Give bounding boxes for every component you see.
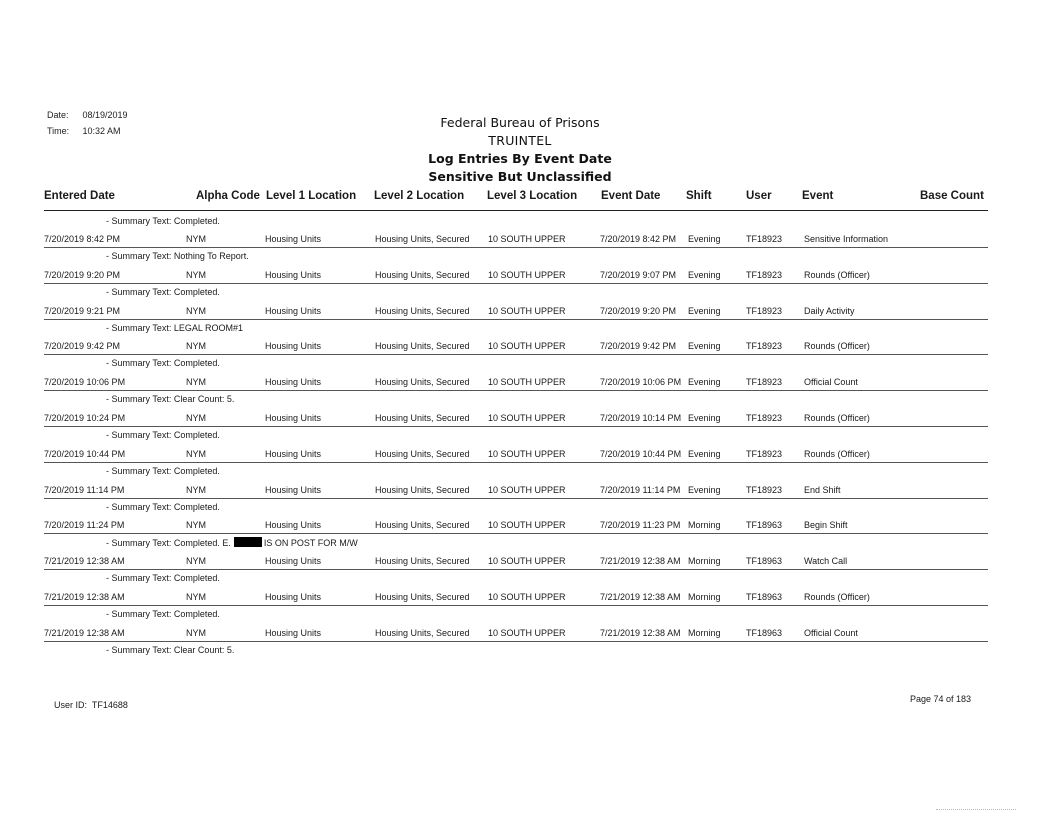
level1-cell: Housing Units — [265, 269, 322, 280]
event-date-cell: 7/20/2019 11:23 PM — [600, 520, 681, 531]
table-row — [44, 229, 988, 248]
table-row — [44, 408, 988, 427]
table-row — [44, 623, 988, 642]
event-date-cell: 7/21/2019 12:38 AM — [600, 556, 681, 567]
summary-text — [106, 466, 220, 476]
scan-mark — [936, 809, 1016, 810]
level1-cell: Housing Units — [265, 413, 322, 423]
entered-date-cell: 7/21/2019 12:38 AM — [44, 556, 125, 567]
user-cell: TF18923 — [746, 377, 783, 388]
summary-text-main: - Summary Text: Completed. — [106, 465, 220, 476]
user-cell: TF18923 — [746, 341, 783, 352]
event-cell: Rounds (Officer) — [804, 341, 870, 352]
agency-title: Federal Bureau of Prisons — [440, 115, 600, 130]
summary-text-main: - Summary Text: Completed. — [106, 501, 220, 512]
event-date-cell: 7/20/2019 9:07 PM — [600, 269, 677, 280]
level3-cell: 10 SOUTH UPPER — [488, 627, 566, 638]
alpha-code-cell: NYM — [186, 627, 206, 638]
table-row — [44, 301, 988, 320]
summary-text — [106, 609, 220, 619]
user-cell: TF18963 — [746, 592, 783, 602]
shift-cell: Evening — [688, 377, 721, 388]
entered-date-cell: 7/20/2019 9:42 PM — [44, 341, 121, 352]
entered-date-cell: 7/21/2019 12:38 AM — [44, 592, 125, 602]
col-base-count: Base Count — [920, 190, 984, 202]
shift-cell: Evening — [688, 448, 721, 459]
level2-cell: Housing Units, Secured — [375, 627, 470, 638]
redaction-block — [234, 537, 262, 547]
level3-cell: 10 SOUTH UPPER — [488, 448, 566, 459]
col-user: User — [746, 190, 772, 202]
col-shift: Shift — [686, 190, 712, 202]
level2-cell: Housing Units, Secured — [375, 448, 470, 459]
alpha-code-cell: NYM — [186, 484, 206, 495]
alpha-code-cell: NYM — [186, 269, 206, 280]
level1-cell: Housing Units — [265, 341, 322, 352]
level1-cell: Housing Units — [265, 234, 322, 244]
entered-date-cell: 7/20/2019 10:44 PM — [44, 448, 126, 459]
user-cell: TF18923 — [746, 448, 783, 459]
summary-text — [106, 502, 220, 512]
event-date-cell: 7/20/2019 9:42 PM — [600, 341, 677, 352]
summary-text — [106, 287, 220, 297]
level1-cell: Housing Units — [265, 627, 322, 638]
alpha-code-cell: NYM — [186, 234, 206, 244]
system-title: TRUINTEL — [488, 133, 552, 148]
col-alpha-code: Alpha Code — [196, 190, 260, 202]
event-cell: Sensitive Information — [804, 234, 889, 244]
level1-cell: Housing Units — [265, 305, 322, 316]
entered-date-cell: 7/20/2019 8:42 PM — [44, 234, 121, 244]
col-level2-location: Level 2 Location — [374, 190, 465, 202]
event-cell: Rounds (Officer) — [804, 592, 870, 602]
level2-cell: Housing Units, Secured — [375, 556, 470, 567]
shift-cell: Morning — [688, 592, 721, 602]
report-title: Log Entries By Event Date — [428, 151, 612, 166]
shift-cell: Morning — [688, 520, 721, 531]
level1-cell: Housing Units — [265, 556, 322, 567]
event-date-cell: 7/21/2019 12:38 AM — [600, 627, 681, 638]
summary-text-main: - Summary Text: Clear Count: 5. — [106, 644, 235, 655]
event-cell: Begin Shift — [804, 520, 848, 531]
shift-cell: Evening — [688, 341, 721, 352]
user-cell: TF18963 — [746, 556, 783, 567]
alpha-code-cell: NYM — [186, 305, 206, 316]
shift-cell: Evening — [688, 234, 721, 244]
user-cell: TF18923 — [746, 269, 783, 280]
event-date-cell: 7/20/2019 11:14 PM — [600, 484, 681, 495]
entered-date-cell: 7/20/2019 10:24 PM — [44, 413, 126, 423]
entered-date-cell: 7/20/2019 9:20 PM — [44, 269, 121, 280]
summary-text — [106, 251, 249, 261]
event-cell: Rounds (Officer) — [804, 269, 870, 280]
level3-cell: 10 SOUTH UPPER — [488, 269, 566, 280]
user-cell: TF18923 — [746, 484, 783, 495]
level3-cell: 10 SOUTH UPPER — [488, 305, 566, 316]
summary-text-main: - Summary Text: Completed. — [106, 573, 220, 584]
table-row — [44, 336, 988, 355]
summary-text-main: - Summary Text: Completed. E. — [106, 538, 231, 549]
col-level1-location: Level 1 Location — [266, 190, 357, 202]
level2-cell: Housing Units, Secured — [375, 341, 470, 352]
date-value: 08/19/2019 — [82, 110, 128, 120]
event-cell: Watch Call — [804, 556, 848, 567]
event-date-cell: 7/20/2019 10:06 PM — [600, 377, 682, 388]
summary-text — [106, 323, 243, 333]
level1-cell: Housing Units — [265, 520, 322, 531]
level3-cell: 10 SOUTH UPPER — [488, 413, 566, 423]
level2-cell: Housing Units, Secured — [375, 520, 470, 531]
shift-cell: Morning — [688, 556, 721, 567]
event-cell: End Shift — [804, 484, 841, 495]
entered-date-cell: 7/21/2019 12:38 AM — [44, 627, 125, 638]
level2-cell: Housing Units, Secured — [375, 234, 470, 244]
summary-text-main: - Summary Text: Completed. — [106, 430, 220, 440]
entered-date-cell: 7/20/2019 9:21 PM — [44, 305, 121, 316]
level1-cell: Housing Units — [265, 484, 322, 495]
report-time — [47, 126, 121, 136]
time-value: 10:32 AM — [82, 126, 121, 136]
user-cell: TF18963 — [746, 520, 783, 531]
level3-cell: 10 SOUTH UPPER — [488, 484, 566, 495]
footer-user-id — [54, 700, 128, 710]
level3-cell: 10 SOUTH UPPER — [488, 556, 566, 567]
shift-cell: Evening — [688, 305, 721, 316]
summary-text: - Summary Text: Completed. — [106, 216, 220, 226]
page-number: Page 74 of 183 — [909, 694, 971, 704]
level3-cell: 10 SOUTH UPPER — [488, 592, 566, 602]
summary-text-main: - Summary Text: Nothing To Report. — [106, 251, 249, 261]
alpha-code-cell: NYM — [186, 520, 206, 531]
table-row — [44, 551, 988, 570]
level2-cell: Housing Units, Secured — [375, 413, 470, 423]
shift-cell: Evening — [688, 484, 721, 495]
alpha-code-cell: NYM — [186, 448, 206, 459]
shift-cell: Evening — [688, 413, 721, 423]
shift-cell: Morning — [688, 627, 721, 638]
summary-text — [106, 394, 234, 404]
table-row — [44, 480, 988, 499]
table-row — [44, 587, 988, 606]
event-cell: Rounds (Officer) — [804, 413, 870, 423]
alpha-code-cell: NYM — [186, 341, 206, 352]
shift-cell: Evening — [688, 269, 721, 280]
user-cell: TF18963 — [746, 627, 783, 638]
summary-text-main: - Summary Text: Completed. — [106, 609, 220, 619]
summary-text-main: - Summary Text: Clear Count: 5. — [106, 394, 235, 405]
summary-text-main: - Summary Text: Completed. — [106, 358, 220, 369]
alpha-code-cell: NYM — [186, 592, 206, 602]
table-row — [44, 515, 988, 534]
event-cell: Daily Activity — [804, 305, 855, 316]
table-row — [44, 265, 988, 284]
classification-title: Sensitive But Unclassified — [428, 169, 612, 184]
alpha-code-cell: NYM — [186, 377, 206, 388]
alpha-code-cell: NYM — [186, 556, 206, 567]
summary-text — [106, 645, 234, 655]
level2-cell: Housing Units, Secured — [375, 592, 470, 602]
entered-date-cell: 7/20/2019 10:06 PM — [44, 377, 126, 388]
event-date-cell: 7/20/2019 10:44 PM — [600, 448, 682, 459]
level1-cell: Housing Units — [265, 592, 322, 602]
col-level3-location: Level 3 Location — [487, 190, 578, 202]
time-label: Time: — [47, 126, 70, 136]
user-cell: TF18923 — [746, 234, 783, 244]
summary-text-main: - Summary Text: Completed. — [106, 286, 220, 297]
event-cell: Rounds (Officer) — [804, 448, 870, 459]
event-cell: Official Count — [804, 377, 858, 388]
level2-cell: Housing Units, Secured — [375, 269, 470, 280]
event-cell: Official Count — [804, 627, 858, 638]
level2-cell: Housing Units, Secured — [375, 377, 470, 388]
level3-cell: 10 SOUTH UPPER — [488, 234, 566, 244]
summary-text-after-redaction: IS ON POST FOR M/W — [263, 538, 358, 549]
col-entered-date: Entered Date — [44, 190, 115, 202]
report-date — [47, 110, 128, 120]
level1-cell: Housing Units — [265, 377, 322, 388]
summary-text-main: - Summary Text: LEGAL ROOM#1 — [106, 322, 244, 333]
summary-text — [106, 573, 220, 583]
level2-cell: Housing Units, Secured — [375, 484, 470, 495]
level3-cell: 10 SOUTH UPPER — [488, 377, 566, 388]
report-title-block — [410, 114, 630, 186]
table-row — [44, 372, 988, 391]
event-date-cell: 7/21/2019 12:38 AM — [600, 592, 681, 602]
user-id-label: User ID: — [54, 700, 88, 710]
col-event-date: Event Date — [601, 190, 661, 202]
entered-date-cell: 7/20/2019 11:14 PM — [44, 484, 125, 495]
table-row — [44, 444, 988, 463]
summary-text — [106, 537, 358, 548]
summary-text — [106, 430, 220, 440]
level3-cell: 10 SOUTH UPPER — [488, 520, 566, 531]
summary-text — [106, 358, 220, 368]
user-cell: TF18923 — [746, 413, 783, 423]
table-header — [44, 186, 988, 211]
level3-cell: 10 SOUTH UPPER — [488, 341, 566, 352]
event-date-cell: 7/20/2019 10:14 PM — [600, 413, 682, 423]
user-cell: TF18923 — [746, 305, 783, 316]
col-event: Event — [802, 190, 834, 202]
user-id-value: TF14688 — [91, 700, 128, 710]
entered-date-cell: 7/20/2019 11:24 PM — [44, 520, 125, 531]
date-label: Date: — [47, 110, 69, 120]
level2-cell: Housing Units, Secured — [375, 305, 470, 316]
alpha-code-cell: NYM — [186, 413, 206, 423]
level1-cell: Housing Units — [265, 448, 322, 459]
event-date-cell: 7/20/2019 8:42 PM — [600, 234, 677, 244]
event-date-cell: 7/20/2019 9:20 PM — [600, 305, 677, 316]
